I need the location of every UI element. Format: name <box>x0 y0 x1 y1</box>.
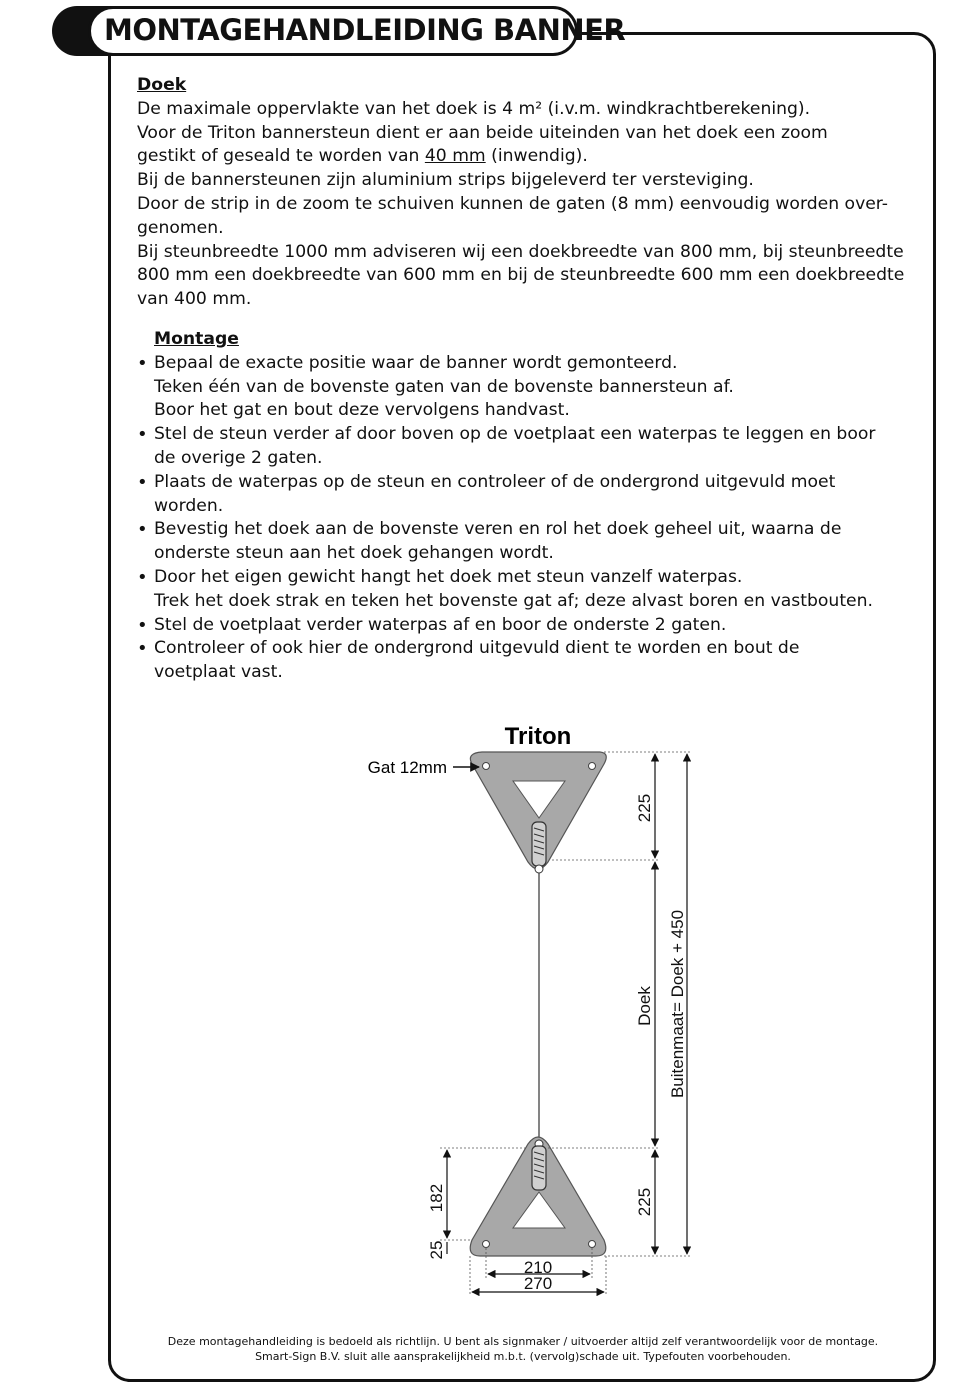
dim-bottom: 225 <box>635 1187 654 1217</box>
list-item: • Door het eigen gewicht hangt het doek met steun vanzelf waterpas. Trek het doek strak en teken het bovenste gat af; deze alvast boren en vastbouten. <box>137 566 927 614</box>
doek-line: van 400 mm. <box>137 289 252 310</box>
dim-25: 25 <box>427 1240 446 1260</box>
footer <box>110 1334 936 1364</box>
hole-label: Gat 12mm <box>367 758 447 777</box>
top-bracket <box>470 752 606 873</box>
list-item: • Plaats de waterpas op de steun en controleer of de ondergrond uitgevuld moet worden. <box>137 471 927 519</box>
list-item: • Bepaal de exacte positie waar de banner wordt gemonteerd. Teken één van de bovenste gaten van de bovenste bannersteun af. Boor het gat en bout deze vervolgens handvast. <box>137 352 927 423</box>
list-item: • Controleer of ook hier de ondergrond uitgevuld dient te worden en bout de voetplaat vast. <box>137 637 927 685</box>
dim-total: Buitenmaat= Doek + 450 <box>668 909 687 1099</box>
doek-line: De maximale oppervlakte van het doek is 4 m² (i.v.m. windkrachtberekening). <box>137 98 811 119</box>
doek-line: gestikt of geseald te worden van 40 mm (inwendig). <box>137 146 588 167</box>
bottom-bracket <box>470 1137 606 1256</box>
dim-270: 270 <box>523 1274 553 1293</box>
page-title: MONTAGEHANDLEIDING BANNER <box>104 13 626 47</box>
list-item: • Stel de steun verder af door boven op de voetplaat een waterpas te leggen en boor de overige 2 gaten. <box>137 423 927 471</box>
dim-top: 225 <box>635 793 654 823</box>
list-item: • Stel de voetplaat verder waterpas af en boor de onderste 2 gaten. <box>137 614 927 638</box>
doek-line: genomen. <box>137 217 224 238</box>
dim-210: 210 <box>523 1258 553 1277</box>
doek-line: Voor de Triton bannersteun dient er aan beide uiteinden van het doek een zoom <box>137 122 828 143</box>
dim-182: 182 <box>427 1183 446 1213</box>
doek-heading: Doek <box>137 75 187 95</box>
doek-line: Bij de bannersteunen zijn aluminium strips bijgeleverd ter versteviging. <box>137 170 754 191</box>
footer-line: Smart-Sign B.V. sluit alle aansprakelijkheid m.b.t. (vervolg)schade uit. Typefouten voorbehouden. <box>255 1350 791 1363</box>
zoom-size: 40 mm <box>424 146 486 167</box>
diagram-title: Triton <box>504 723 572 750</box>
footer-line: Deze montagehandleiding is bedoeld als richtlijn. U bent als signmaker / uitvoerder altijd zelf verantwoordelijk voor de montage. <box>167 1335 879 1348</box>
list-item: • Bevestig het doek aan de bovenste veren en rol het doek geheel uit, waarna de onderste steun aan het doek gehangen wordt. <box>137 518 927 566</box>
doek-line: Door de strip in de zoom te schuiven kunnen de gaten (8 mm) eenvoudig worden over- <box>137 193 888 214</box>
dim-doek: Doek <box>635 986 654 1026</box>
doek-line: 800 mm een doekbreedte van 600 mm en bij de steunbreedte 600 mm een doekbreedte <box>137 265 905 286</box>
doek-line: Bij steunbreedte 1000 mm adviseren wij een doekbreedte van 800 mm, bij steunbreedte <box>137 241 904 262</box>
montage-heading: Montage <box>154 328 239 349</box>
